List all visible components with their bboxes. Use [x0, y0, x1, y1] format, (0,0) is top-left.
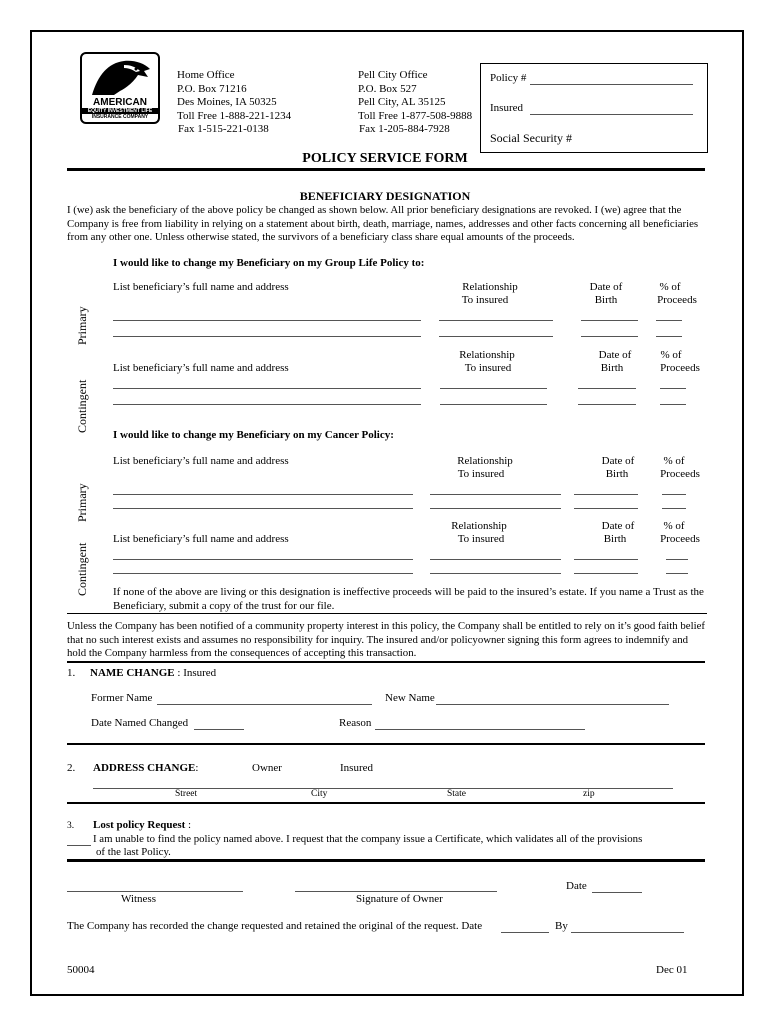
lost-policy-colon: :	[185, 819, 192, 831]
zip-label: zip	[583, 789, 595, 799]
policy-number-label: Policy #	[490, 72, 527, 84]
cancer-primary-pct-2: Proceeds	[660, 468, 700, 480]
beneficiary-intro: I (we) ask the beneficiary of the above policy be changed as shown below. All prior beneficiary designations are revoked. I (we) agree that the Company is free from liability in relying on a statement about birth, death, marriage, names, addresses and other facts concerning all beneficiaries from any other one. Unless otherwise stated, the survivors of a beneficiary class share equal amounts of the proceeds.	[67, 204, 699, 243]
pell-office-l3: Pell City, AL 35125	[358, 96, 446, 108]
group-primary-rel-2: To insured	[461, 294, 509, 306]
recorded-date-field[interactable]	[501, 932, 549, 933]
cp-pct-line-2[interactable]	[662, 508, 686, 509]
policy-number-field[interactable]	[530, 84, 693, 85]
group-primary-dob-1: Date of	[589, 281, 623, 293]
reason-field[interactable]	[375, 729, 585, 730]
company-logo	[80, 52, 160, 124]
cp-rel-line-1[interactable]	[430, 494, 561, 495]
cancer-primary-rel-1: Relationship	[457, 455, 513, 467]
gc-dob-line-1[interactable]	[578, 388, 636, 389]
street-label: Street	[175, 789, 198, 799]
cancer-contingent-dob-1: Date of	[601, 520, 635, 532]
gc-name-line-2[interactable]	[113, 404, 421, 405]
former-name-field[interactable]	[157, 704, 372, 705]
gp-pct-line-1[interactable]	[656, 320, 682, 321]
gp-pct-line-2[interactable]	[656, 336, 682, 337]
gc-dob-line-2[interactable]	[578, 404, 636, 405]
recorded-by-label: By	[555, 920, 568, 932]
address-change-number: 2.	[67, 762, 76, 774]
owner-option[interactable]: Owner	[252, 762, 282, 774]
cancer-primary-label: Primary	[75, 483, 89, 522]
cp-name-line-2[interactable]	[113, 508, 413, 509]
group-contingent-rel-2: To insured	[464, 362, 512, 374]
pell-office-l2: P.O. Box 527	[358, 83, 417, 95]
cc-name-line-1[interactable]	[113, 559, 413, 560]
form-code: 50004	[67, 964, 95, 976]
cancer-primary-rel-2: To insured	[457, 468, 505, 480]
cancer-contingent-pct-2: Proceeds	[660, 533, 700, 545]
group-contingent-pct-2: Proceeds	[660, 362, 700, 374]
group-contingent-dob-1: Date of	[598, 349, 632, 361]
group-heading: I would like to change my Beneficiary on my Group Life Policy to:	[113, 257, 425, 269]
cancer-contingent-pct-1: % of	[663, 520, 685, 532]
group-contingent-dob-2: Birth	[600, 362, 624, 374]
cp-name-line-1[interactable]	[113, 494, 413, 495]
witness-field[interactable]	[67, 891, 243, 892]
city-label: City	[311, 789, 328, 799]
owner-signature-field[interactable]	[295, 891, 497, 892]
pell-office-l5: Fax 1-205-884-7928	[359, 123, 450, 135]
logo-line-2: EQUITY INVESTMENT LIFE	[82, 108, 158, 114]
insured-field[interactable]	[530, 114, 693, 115]
cc-rel-line-2[interactable]	[430, 573, 561, 574]
home-office-l5: Fax 1-515-221-0138	[178, 123, 269, 135]
gp-dob-line-1[interactable]	[581, 320, 638, 321]
cp-dob-line-2[interactable]	[574, 508, 638, 509]
cc-rel-line-1[interactable]	[430, 559, 561, 560]
cc-dob-line-1[interactable]	[574, 559, 638, 560]
cc-dob-line-2[interactable]	[574, 573, 638, 574]
group-primary-label: Primary	[75, 306, 89, 345]
cc-pct-line-2[interactable]	[666, 573, 688, 574]
divider-3	[67, 743, 705, 745]
gp-dob-line-2[interactable]	[581, 336, 638, 337]
address-change-title: ADDRESS CHANGE	[93, 762, 196, 774]
eagle-icon	[84, 55, 156, 99]
gc-rel-line-1[interactable]	[440, 388, 547, 389]
gp-rel-line-2[interactable]	[439, 336, 553, 337]
cp-dob-line-1[interactable]	[574, 494, 638, 495]
title-rule	[67, 168, 705, 171]
lost-policy-heading	[93, 819, 191, 831]
former-name-label: Former Name	[91, 692, 153, 704]
gc-pct-line-2[interactable]	[660, 404, 686, 405]
lost-policy-check-field[interactable]	[67, 845, 91, 846]
cancer-contingent-dob-2: Birth	[603, 533, 627, 545]
insured-option[interactable]: Insured	[340, 762, 373, 774]
home-office-l4: Toll Free 1-888-221-1234	[177, 110, 292, 122]
date-name-changed-label: Date Named Changed	[91, 717, 189, 729]
name-change-number: 1.	[67, 667, 76, 679]
group-contingent-label: Contingent	[75, 379, 89, 433]
home-office-l2: P.O. Box 71216	[177, 83, 247, 95]
gp-name-line-1[interactable]	[113, 320, 421, 321]
group-contingent-name-header: List beneficiary’s full name and address	[113, 362, 289, 374]
group-primary-pct-1: % of	[659, 281, 681, 293]
divider-5	[67, 859, 705, 862]
beneficiary-title: BENEFICIARY DESIGNATION	[299, 189, 471, 203]
cancer-primary-name-header: List beneficiary’s full name and address	[113, 455, 289, 467]
divider-2	[67, 661, 705, 663]
witness-label: Witness	[121, 893, 156, 905]
cancer-primary-pct-1: % of	[663, 455, 685, 467]
reason-label: Reason	[339, 717, 372, 729]
divider-4	[67, 802, 705, 804]
divider-1	[67, 613, 707, 614]
community-property-note: Unless the Company has been notified of a community property interest in this policy, the Company shall be entitled to rely on it’s good faith belief that no such interest exists and assumes no responsibility for inquiry. The insured and/or policyowner signing this form agrees to indemnify and hold the Company harmless from the consequences of accepting this transaction.	[67, 620, 705, 659]
recorded-by-field[interactable]	[571, 932, 684, 933]
cc-name-line-2[interactable]	[113, 573, 413, 574]
gp-name-line-2[interactable]	[113, 336, 421, 337]
gc-name-line-1[interactable]	[113, 388, 421, 389]
recorded-text: The Company has recorded the change requested and retained the original of the request. Date	[67, 920, 483, 932]
cancer-contingent-name-header: List beneficiary’s full name and address	[113, 533, 289, 545]
group-contingent-pct-1: % of	[660, 349, 682, 361]
gc-pct-line-1[interactable]	[660, 388, 686, 389]
home-office-l3: Des Moines, IA 50325	[177, 96, 277, 108]
cancer-contingent-label: Contingent	[75, 542, 89, 596]
insured-label: Insured	[490, 102, 523, 114]
pell-office-l1: Pell City Office	[358, 69, 428, 81]
group-primary-rel-1: Relationship	[462, 281, 518, 293]
cp-pct-line-1[interactable]	[662, 494, 686, 495]
group-contingent-rel-1: Relationship	[459, 349, 515, 361]
owner-signature-label: Signature of Owner	[356, 893, 443, 905]
name-change-suffix: : Insured	[174, 667, 217, 679]
group-primary-name-header: List beneficiary’s full name and address	[113, 281, 289, 293]
lost-policy-text-1: I am unable to find the policy named above. I request that the company issue a Certificate, which validates all of the provisions	[93, 833, 643, 845]
cancer-primary-dob-1: Date of	[601, 455, 635, 467]
name-change-title: NAME CHANGE	[90, 667, 175, 679]
sign-date-field[interactable]	[592, 892, 642, 893]
lost-policy-text-2: of the last Policy.	[96, 846, 171, 858]
date-name-changed-field[interactable]	[194, 729, 244, 730]
gp-rel-line-1[interactable]	[439, 320, 553, 321]
form-date: Dec 01	[656, 964, 688, 976]
group-primary-pct-2: Proceeds	[657, 294, 697, 306]
gc-rel-line-2[interactable]	[440, 404, 547, 405]
lost-policy-number: 3.	[67, 821, 75, 831]
name-change-heading	[90, 667, 216, 679]
pell-office-l4: Toll Free 1-877-508-9888	[358, 110, 473, 122]
cc-pct-line-1[interactable]	[666, 559, 688, 560]
address-change-heading	[93, 762, 198, 774]
state-label: State	[447, 789, 466, 799]
address-change-colon: :	[195, 762, 199, 774]
new-name-label: New Name	[385, 692, 435, 704]
new-name-field[interactable]	[436, 704, 669, 705]
cancer-contingent-rel-2: To insured	[457, 533, 505, 545]
cancer-primary-dob-2: Birth	[605, 468, 629, 480]
form-title: POLICY SERVICE FORM	[302, 151, 468, 166]
cancer-contingent-rel-1: Relationship	[451, 520, 507, 532]
home-office-l1: Home Office	[177, 69, 235, 81]
ssn-label: Social Security #	[490, 131, 572, 145]
group-primary-dob-2: Birth	[594, 294, 618, 306]
logo-line-3: INSURANCE COMPANY	[91, 114, 149, 120]
cancer-heading: I would like to change my Beneficiary on my Cancer Policy:	[113, 429, 394, 441]
sign-date-label: Date	[566, 880, 587, 892]
logo-line-1: AMERICAN	[93, 97, 147, 108]
lost-policy-title: Lost policy Request	[93, 819, 186, 831]
cp-rel-line-2[interactable]	[430, 508, 561, 509]
estate-note: If none of the above are living or this designation is ineffective proceeds will be paid to the insured’s estate. If you name a Trust as the Beneficiary, submit a copy of the trust for our file.	[113, 586, 704, 612]
